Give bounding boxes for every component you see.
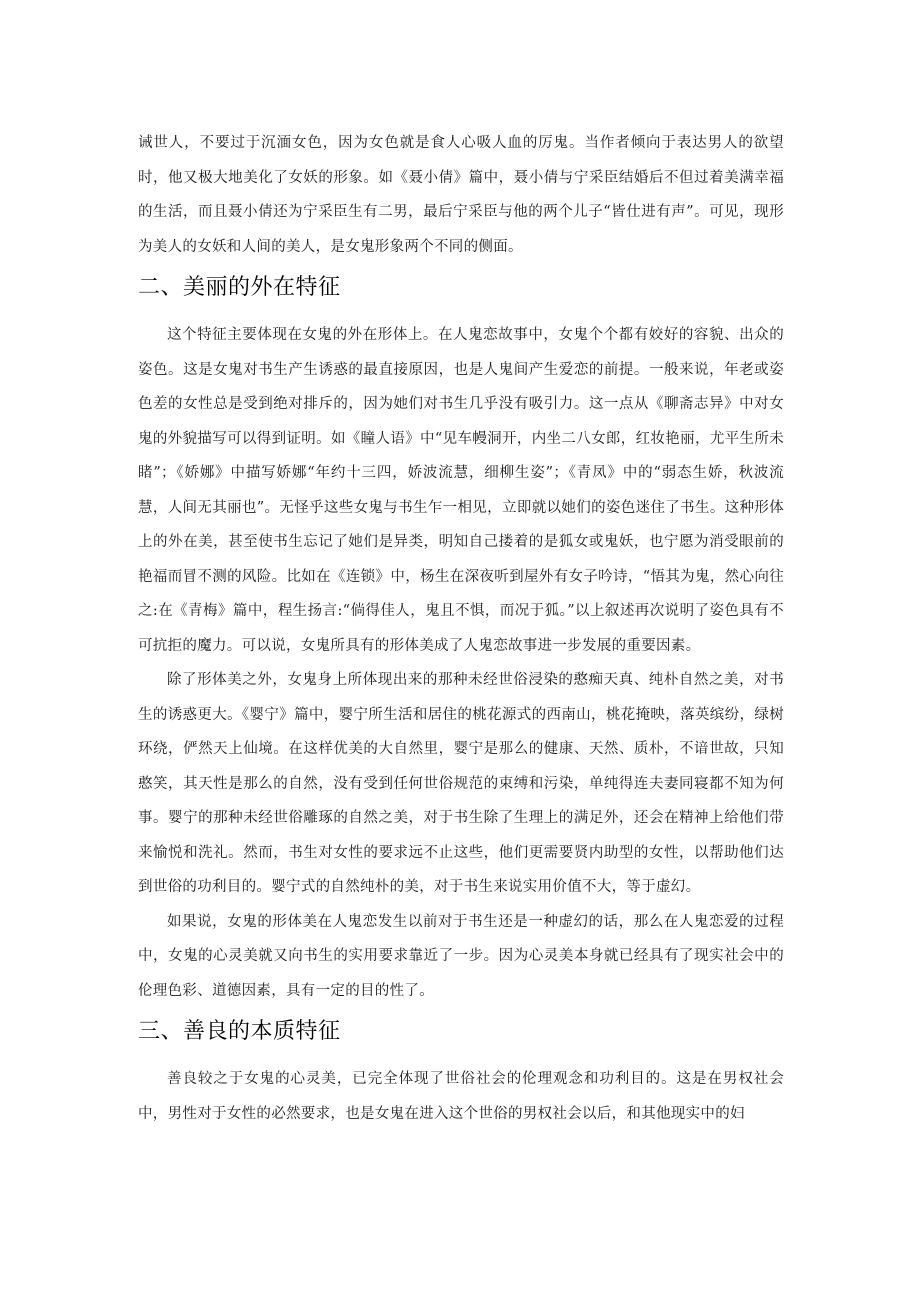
section2-paragraph-1: 这个特征主要体现在女鬼的外在形体上。在人鬼恋故事中，女鬼个个都有姣好的容貌、出众的姿色。这是女鬼对书生产生诱惑的最直接原因，也是人鬼间产生爱恋的前提。一般来说，年老或姿色差的女性总是受到绝对排斥的，因为她们对书生几乎没有吸引力。这一点从《聊斋志异》中对女鬼的外貌描写可以得到证明。如《瞳人语》中“见车幔洞开，内坐二八女郎，红妆艳丽，尤平生所未睹”；《娇娜》中描写娇娜“年约十三四，娇波流慧，细柳生姿”；《青凤》中的“弱态生娇，秋波流慧，人间无其丽也”。无怪乎这些女鬼与书生乍一相见，立即就以她们的姿色迷住了书生。这种形体上的外在美，甚至使书生忘记了她们是异类，明知自己搂着的是狐女或鬼妖，也宁愿为消受眼前的艳福而冒不测的风险。比如在《连锁》中，杨生在深夜听到屋外有女子吟诗，“悟其为鬼，然心向往之:在《青梅》篇中，程生扬言:“倘得佳人，鬼且不惧，而况于狐。”以上叙述再次说明了姿色具有不可抗拒的魔力。可以说，女鬼所具有的形体美成了人鬼恋故事进一步发展的重要因素。 bbox=[138, 327, 784, 654]
section3-paragraph-1: 善良较之于女鬼的心灵美，已完全体现了世俗社会的伦理观念和功利目的。这是在男权社会中，男性对于女性的必然要求，也是女鬼在进入这个世俗的男权社会以后，和其他现实中的妇 bbox=[138, 1071, 784, 1122]
section-heading-2: 二、美丽的外在特征 bbox=[138, 275, 341, 300]
section2-paragraph-2: 除了形体美之外，女鬼身上所体现出来的那种未经世俗浸染的憨痴天真、纯朴自然之美，对书生的诱惑更大。《婴宁》篇中，婴宁所生活和居住的桃花源式的西南山，桃花掩映，落英缤纷，绿树环绕，俨然天上仙境。在这样优美的大自然里，婴宁是那么的健康、天然、质朴，不谙世故，只知憨笑，其天性是那么的自然，没有受到任何世俗规范的束缚和污染，单纯得连夫妻同寝都不知为何事。婴宁的那种未经世俗雕琢的自然之美，对于书生除了生理上的满足外，还会在精神上给他们带来愉悦和洗礼。然而，书生对女性的要求远不止这些，他们更需要贤内助型的女性，以帮助他们达到世俗的功利目的。婴宁式的自然纯朴的美，对于书生来说实用价值不大，等于虚幻。 bbox=[138, 672, 784, 895]
section-heading-3: 三、善良的本质特征 bbox=[138, 1019, 341, 1044]
continued-paragraph: 诫世人，不要过于沉湎女色，因为女色就是食人心吸人血的厉鬼。当作者倾向于表达男人的欲望时，他又极大地美化了女妖的形象。如《聂小倩》篇中，聂小倩与宁采臣结婚后不但过着美满幸福的生活，而且聂小倩还为宁采臣生有二男，最后宁采臣与他的两个儿子“皆仕进有声”。可见，现形为美人的女妖和人间的美人，是女鬼形象两个不同的侧面。 bbox=[138, 135, 784, 255]
section2-paragraph-3: 如果说，女鬼的形体美在人鬼恋发生以前对于书生还是一种虚幻的话，那么在人鬼恋爱的过程中，女鬼的心灵美就又向书生的实用要求靠近了一步。因为心灵美本身就已经具有了现实社会中的伦理色彩、道德因素，具有一定的目的性了。 bbox=[138, 913, 784, 999]
document-body bbox=[138, 126, 784, 1131]
